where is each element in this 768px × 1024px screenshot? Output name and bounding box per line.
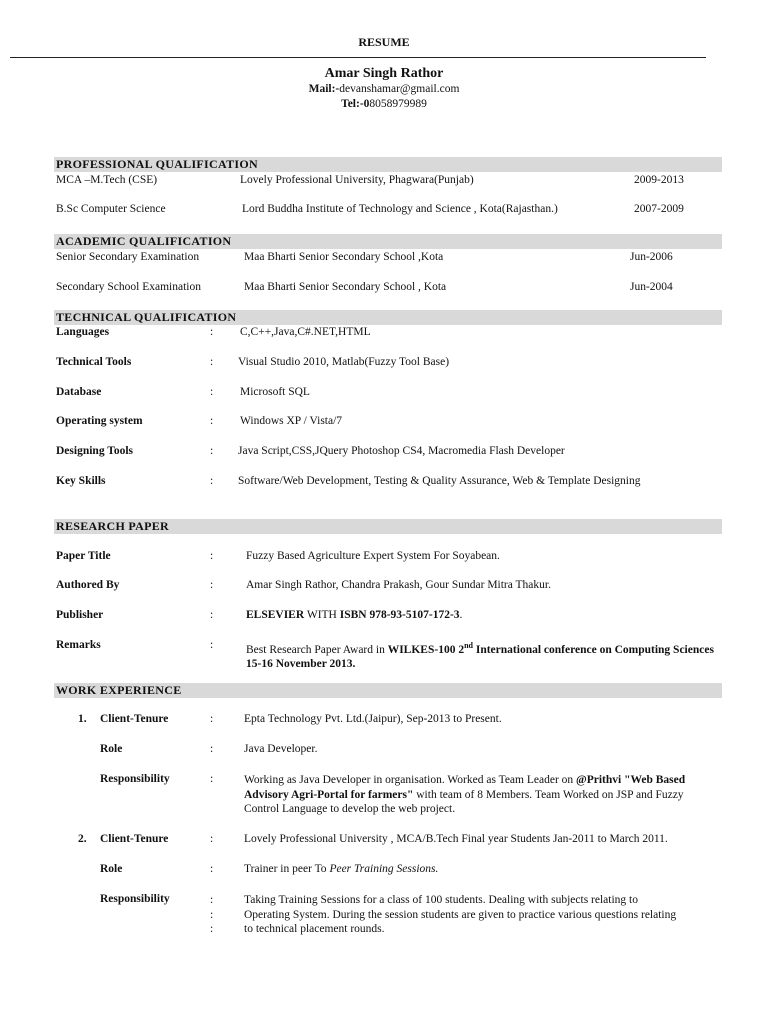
candidate-name: Amar Singh Rathor: [324, 66, 444, 81]
colon: :: [210, 863, 214, 875]
remarks-conference: International conference on Computing Sciences 15-16 November 2013.: [246, 643, 714, 671]
publisher-label: Publisher: [56, 609, 104, 621]
colon: :: [210, 639, 214, 651]
job1-resp-label: Responsibility: [100, 773, 170, 785]
tech-value-designing: Java Script,CSS,JQuery Photoshop CS4, Macromedia Flash Developer: [238, 445, 565, 457]
prof-degree-2: B.Sc Computer Science: [56, 203, 166, 215]
colon: :: [210, 908, 214, 921]
tel-label: Tel:-0: [341, 98, 370, 110]
paper-title-value: Fuzzy Based Agriculture Expert System For Soyabean.: [246, 550, 500, 562]
tech-value-languages: C,C++,Java,C#.NET,HTML: [240, 326, 371, 338]
job1-role-value: Java Developer.: [244, 743, 318, 755]
document-title: RESUME: [358, 35, 410, 49]
prof-years-2: 2007-2009: [634, 203, 684, 215]
prof-degree-1: MCA –M.Tech (CSE): [56, 174, 158, 186]
job2-role-label: Role: [100, 863, 123, 875]
authored-label: Authored By: [56, 579, 120, 591]
publisher-period: .: [459, 609, 463, 621]
job2-tenure-value: Lovely Professional University , MCA/B.Tech Final year Students Jan-2011 to March 2011.: [244, 833, 668, 845]
publisher-value: [246, 609, 462, 621]
professional-heading: PROFESSIONAL QUALIFICATION: [54, 157, 722, 172]
job2-role-value: [244, 863, 438, 875]
mail-label: Mail:-: [308, 83, 340, 95]
acad-school-1: Maa Bharti Senior Secondary School ,Kota: [244, 251, 444, 263]
job2-role-italic: Peer Training Sessions.: [329, 863, 439, 875]
tech-label-os: Operating system: [56, 415, 143, 427]
tech-value-database: Microsoft SQL: [240, 386, 310, 398]
colon: :: [210, 894, 214, 906]
tech-value-tools: Visual Studio 2010, Matlab(Fuzzy Tool Base): [238, 356, 450, 368]
tech-label-database: Database: [56, 386, 102, 398]
colon: :: [210, 923, 214, 935]
colon: :: [210, 415, 214, 427]
publisher-name: ELSEVIER: [246, 609, 305, 621]
work-heading: WORK EXPERIENCE: [54, 683, 722, 698]
job1-role-label: Role: [100, 743, 123, 755]
job1-tenure-label: Client-Tenure: [100, 713, 169, 725]
colon: :: [210, 833, 214, 845]
colon: :: [210, 386, 214, 398]
paper-title-label: Paper Title: [56, 550, 111, 562]
tel-line: [0, 98, 768, 110]
acad-exam-2: Secondary School Examination: [56, 281, 201, 293]
colon: :: [210, 579, 214, 591]
colon: :: [210, 743, 214, 755]
job1-resp-value: [244, 773, 720, 817]
remarks-event: WILKES-100 2: [387, 643, 465, 656]
acad-school-2: Maa Bharti Senior Secondary School , Kota: [244, 281, 447, 293]
tech-label-designing: Designing Tools: [56, 445, 134, 457]
colon: :: [210, 550, 214, 562]
colon: :: [210, 609, 214, 621]
job1-resp-intro: Working as Java Developer in organisation. Worked as Team Leader on: [244, 774, 577, 786]
remarks-sup: nd: [464, 641, 473, 650]
job2-tenure-label: Client-Tenure: [100, 833, 169, 845]
job1-resp-detail: with team of 8 Members. Team Worked on JSP and Fuzzy Control Language to develop the web project.: [244, 788, 684, 815]
prof-institute-2: Lord Buddha Institute of Technology and Science , Kota(Rajasthan.): [242, 203, 558, 215]
technical-heading: TECHNICAL QUALIFICATION: [54, 310, 722, 325]
job1-number: 1.: [78, 713, 87, 725]
colon: :: [210, 356, 214, 368]
job1-resp-project: @Prithvi "Web Based Advisory Agri-Portal for farmers": [244, 774, 686, 801]
research-heading: RESEARCH PAPER: [54, 519, 722, 534]
colon: :: [210, 326, 214, 338]
tech-value-os: Windows XP / Vista/7: [240, 415, 343, 427]
job2-number: 2.: [78, 833, 87, 845]
acad-exam-1: Senior Secondary Examination: [56, 251, 200, 263]
tel-value: 8058979989: [369, 98, 427, 110]
tech-label-languages: Languages: [56, 326, 110, 338]
remarks-label: Remarks: [56, 639, 101, 651]
job2-role-intro: Trainer in peer To: [244, 863, 330, 875]
remarks-intro: Best Research Paper Award in: [246, 643, 388, 656]
publisher-isbn: ISBN 978-93-5107-172-3: [339, 609, 460, 621]
prof-years-1: 2009-2013: [634, 174, 684, 186]
authored-value: Amar Singh Rathor, Chandra Prakash, Gour Sundar Mitra Thakur.: [246, 579, 551, 591]
mail-value[interactable]: devanshamar@gmail.com: [339, 83, 460, 95]
mail-line: [0, 83, 768, 95]
remarks-value: [246, 639, 720, 672]
job1-tenure-value: Epta Technology Pvt. Ltd.(Jaipur), Sep-2013 to Present.: [244, 713, 502, 725]
job2-resp-value: Taking Training Sessions for a class of 100 students. Dealing with subjects relating to Operating System. During the session students are given to practice various questions relating to technical placement rounds.: [244, 894, 677, 935]
publisher-with: WITH: [304, 609, 340, 621]
tech-value-skills: Software/Web Development, Testing & Quality Assurance, Web & Template Designing: [238, 475, 641, 487]
acad-date-2: Jun-2004: [630, 281, 673, 293]
tech-label-tools: Technical Tools: [56, 356, 132, 368]
colon: :: [210, 475, 214, 487]
academic-heading: ACADEMIC QUALIFICATION: [54, 234, 722, 249]
job2-resp-label: Responsibility: [100, 893, 170, 905]
tech-label-skills: Key Skills: [56, 475, 106, 487]
header-divider: [10, 57, 706, 58]
colon: :: [210, 773, 214, 785]
acad-date-1: Jun-2006: [630, 251, 673, 263]
prof-institute-1: Lovely Professional University, Phagwara(Punjab): [240, 174, 474, 186]
colon: :: [210, 713, 214, 725]
colon: :: [210, 445, 214, 457]
